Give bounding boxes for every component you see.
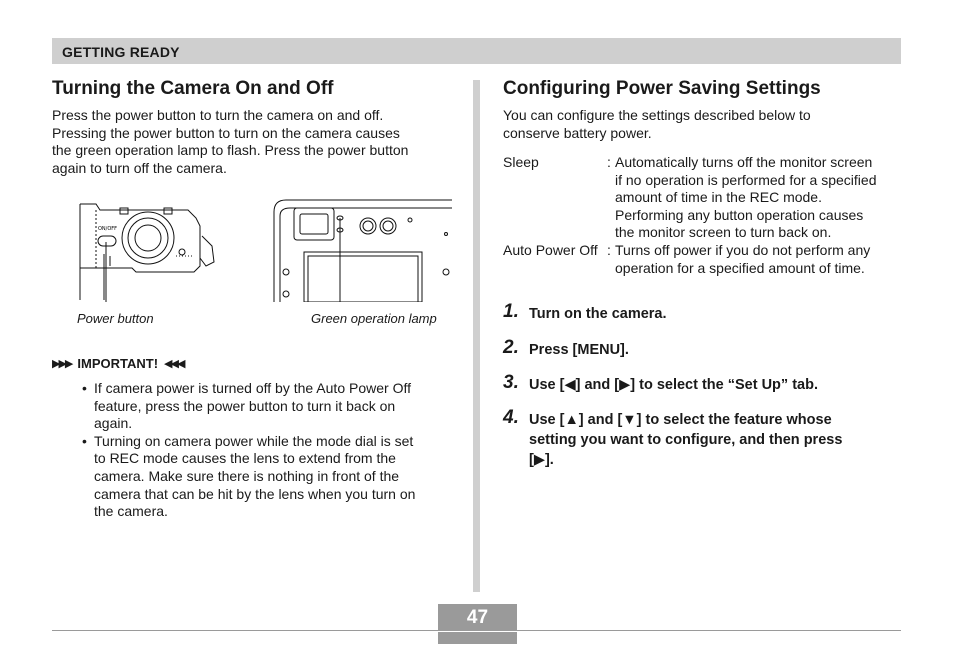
bullet-line: camera that can be hit by the lens when you turn on (94, 485, 416, 502)
operation-lamp-caption: Green operation lamp (311, 311, 437, 326)
setting-desc-line: if no operation is performed for a specified (615, 171, 877, 188)
setting-desc-line: amount of time in the REC mode. (615, 189, 822, 206)
setting-colon: : (607, 241, 611, 258)
setting-desc-line: Automatically turns off the monitor screen (615, 154, 873, 170)
bullet-line: feature, press the power button to turn it back on (94, 397, 396, 414)
setting-term: Auto Power Off (503, 241, 598, 258)
step-number: 1. (503, 301, 519, 322)
setting-term: Sleep (503, 154, 539, 170)
section-title: GETTING READY (62, 44, 180, 60)
bullet-line: again. (94, 415, 133, 432)
important-label: IMPORTANT! (77, 355, 159, 371)
step-text (529, 304, 667, 324)
important-notice-header (52, 355, 183, 371)
column-divider (473, 80, 480, 592)
settings-definition-list (503, 154, 876, 277)
right-intro-line: You can configure the settings described below to (503, 107, 811, 123)
step-line: Press [MENU]. (529, 342, 629, 358)
setting-description (615, 242, 876, 277)
step-line: setting you want to configure, and then press (529, 432, 843, 448)
important-arrows-right-icon: ◀◀◀ (164, 357, 184, 370)
step-line: Use [▲] and [▼] to select the feature whose (529, 412, 832, 428)
left-intro-line: again to turn off the camera. (52, 159, 227, 176)
page-number: 47 (466, 607, 489, 628)
right-heading: Configuring Power Saving Settings (503, 78, 821, 99)
bullet-line: camera. Make sure there is nothing in front of the (94, 467, 400, 484)
left-intro-line: the green operation lamp to flash. Press the power button (52, 142, 409, 159)
step-text (529, 410, 842, 470)
setting-sleep (503, 154, 876, 242)
camera-back-illustration (268, 196, 452, 302)
step-text (529, 340, 629, 360)
bullet-dot-icon: • (82, 380, 87, 396)
camera-onoff-label: ON/OFF (98, 226, 118, 232)
setting-colon: : (607, 154, 611, 170)
camera-top-illustration (76, 196, 216, 302)
bullet-dot-icon: • (82, 432, 87, 449)
step-number: 4. (503, 407, 519, 428)
setting-desc-line: Performing any button operation causes (615, 206, 864, 223)
left-heading: Turning the Camera On and Off (52, 78, 334, 99)
left-intro-line: Pressing the power button to turn on the camera causes (52, 124, 400, 141)
step-text (529, 375, 818, 395)
section-header-bar (52, 38, 901, 64)
bullet-line: to REC mode causes the lens to extend from the (94, 450, 396, 467)
setting-desc-line: operation for a specified amount of time. (615, 259, 865, 276)
step-number: 3. (503, 372, 519, 393)
setting-description (615, 154, 876, 242)
step-line: [▶]. (529, 452, 554, 468)
important-bullet-list (82, 380, 415, 521)
important-arrows-left-icon: ▶▶▶ (52, 357, 72, 370)
setting-auto-power-off (503, 242, 876, 277)
bullet-line: If camera power is turned off by the Auto Power Off (94, 380, 411, 396)
page-number-box (438, 604, 517, 644)
setting-desc-line: Turns off power if you do not perform any (615, 241, 871, 258)
important-bullet-item (82, 380, 415, 433)
step-number: 2. (503, 337, 519, 358)
step-line: Turn on the camera. (529, 306, 667, 322)
right-intro (503, 107, 811, 142)
setting-desc-line: the monitor screen to turn back on. (615, 224, 832, 241)
bullet-line: the camera. (94, 503, 168, 520)
step-line: Use [◀] and [▶] to select the “Set Up” tab. (529, 377, 818, 393)
power-button-caption: Power button (77, 311, 154, 326)
important-bullet-item (82, 433, 415, 521)
bullet-line: Turning on camera power while the mode dial is set (94, 432, 414, 449)
left-intro-line: Press the power button to turn the camera on and off. (52, 107, 384, 123)
right-intro-line: conserve battery power. (503, 124, 652, 141)
left-intro (52, 107, 408, 177)
